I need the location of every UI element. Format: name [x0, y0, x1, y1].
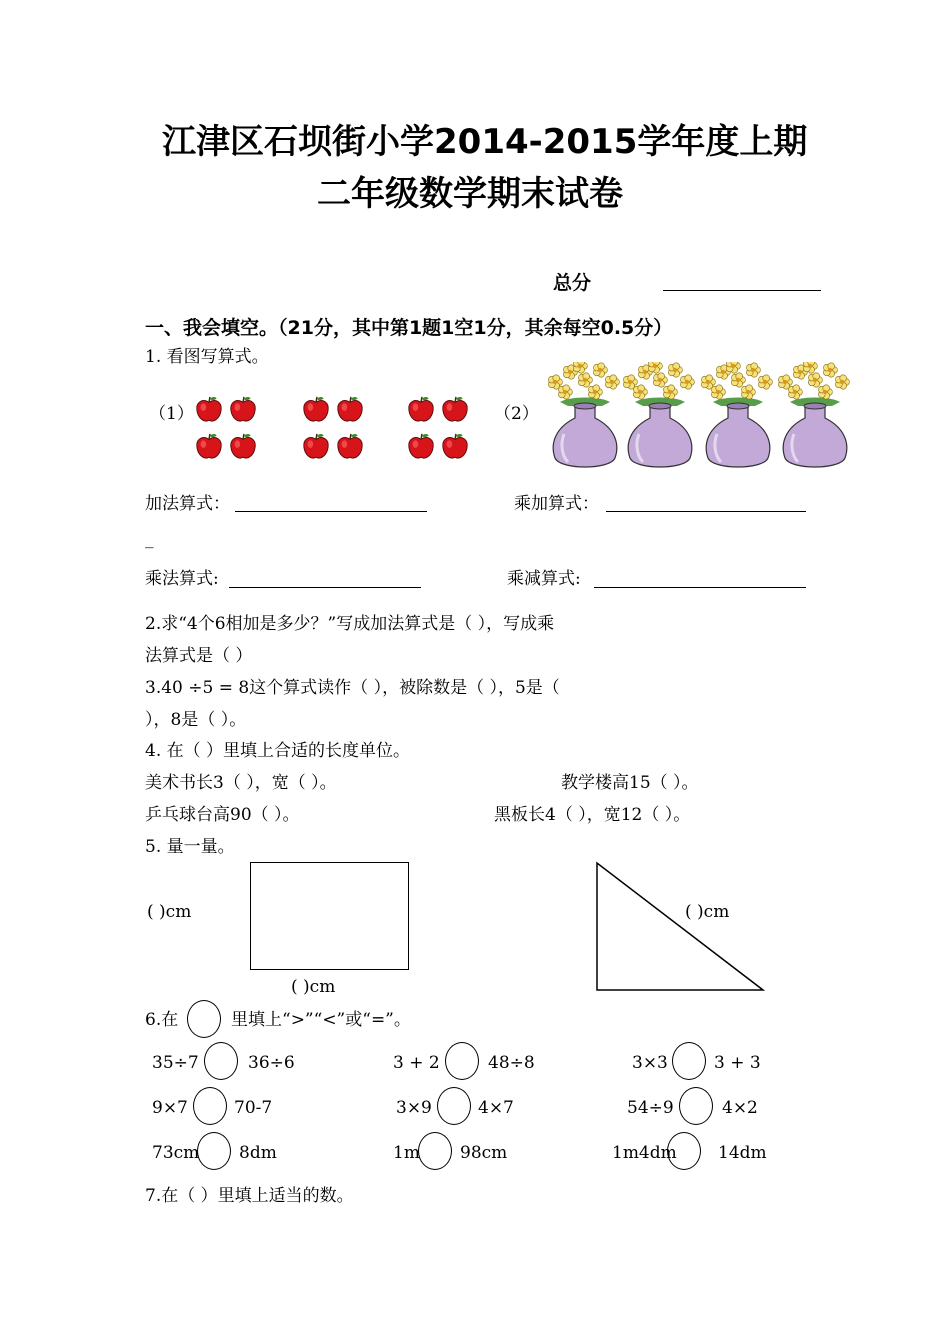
- compare-right: 14dm: [718, 1143, 767, 1163]
- compare-right: 36÷6: [248, 1053, 295, 1073]
- q6-label-pre: 6.在: [145, 1010, 179, 1030]
- compare-left: 73cm: [152, 1143, 200, 1163]
- title-line-1: 江津区石坝街小学2014-2015学年度上期: [162, 122, 808, 162]
- q3-line-2: ），8是（ ）。: [145, 710, 247, 730]
- compare-left: 3 + 2: [393, 1053, 440, 1073]
- section-1-heading: 一、我会填空。（21分，其中第1题1空1分，其余每空0.5分）: [145, 317, 673, 339]
- q1-part2-label: （2）: [494, 404, 539, 424]
- compare-left: 35÷7: [152, 1053, 199, 1073]
- compare-right: 48÷8: [488, 1053, 535, 1073]
- q1-mul-label: 乘法算式:: [145, 569, 219, 589]
- q2-line-2: 法算式是（ ）: [145, 646, 253, 666]
- apple-icon: [228, 395, 258, 423]
- q1-label: 1. 看图写算式。: [145, 347, 269, 367]
- compare-circle[interactable]: [418, 1132, 452, 1170]
- apple-icon: [440, 395, 470, 423]
- q4-label: 4. 在（ ）里填上合适的长度单位。: [145, 741, 411, 761]
- measure-triangle: [594, 860, 766, 994]
- compare-circle[interactable]: [667, 1132, 701, 1170]
- q4-item-2: 教学楼高15（ ）。: [561, 773, 699, 793]
- flower-vase-icon: [770, 362, 860, 474]
- compare-left: 9×7: [152, 1098, 188, 1118]
- compare-circle[interactable]: [197, 1132, 231, 1170]
- apple-icon: [440, 432, 470, 460]
- q1-mul-blank[interactable]: [229, 587, 421, 588]
- q5-rect-bottom-blank: ( )cm: [291, 977, 336, 997]
- q1-add-label: 加法算式：: [145, 494, 230, 514]
- q7-label: 7.在（ ）里填上适当的数。: [145, 1186, 354, 1206]
- q5-triangle-blank: ( )cm: [685, 902, 730, 922]
- apple-icon: [301, 395, 331, 423]
- apple-icon: [194, 432, 224, 460]
- q1-stray-dash: _: [145, 529, 154, 549]
- apple-icon: [406, 395, 436, 423]
- compare-circle[interactable]: [204, 1042, 238, 1080]
- compare-right: 98cm: [460, 1143, 508, 1163]
- measure-rectangle: [250, 862, 409, 970]
- q4-item-3: 乒乓球台高90（ ）。: [145, 805, 300, 825]
- q1-muladd-blank[interactable]: [606, 511, 806, 512]
- apple-icon: [228, 432, 258, 460]
- compare-circle[interactable]: [672, 1042, 706, 1080]
- compare-circle[interactable]: [193, 1087, 227, 1125]
- apple-icon: [335, 432, 365, 460]
- apple-icon: [301, 432, 331, 460]
- apple-icon: [335, 395, 365, 423]
- q4-item-4: 黑板长4（ ），宽12（ ）。: [494, 805, 691, 825]
- q1-mulsub-blank[interactable]: [594, 587, 806, 588]
- total-score-blank[interactable]: [663, 290, 821, 291]
- compare-circle[interactable]: [437, 1087, 471, 1125]
- compare-circle[interactable]: [679, 1087, 713, 1125]
- q2-line-1: 2.求“4个6相加是多少？”写成加法算式是（ ），写成乘: [145, 614, 555, 634]
- title-line-2: 二年级数学期末试卷: [317, 174, 623, 214]
- compare-right: 8dm: [239, 1143, 277, 1163]
- compare-right: 3 + 3: [714, 1053, 761, 1073]
- q3-line-1: 3.40 ÷5 = 8这个算式读作（ ），被除数是（ ），5是（: [145, 678, 560, 698]
- q5-label: 5. 量一量。: [145, 837, 235, 857]
- flower-vase-icon: [615, 362, 705, 474]
- compare-circle[interactable]: [445, 1042, 479, 1080]
- compare-left: 54÷9: [627, 1098, 674, 1118]
- compare-left: 1m: [393, 1143, 420, 1163]
- total-score-label: 总分: [553, 272, 592, 294]
- apple-icon: [194, 395, 224, 423]
- q4-item-1: 美术书长3（ ），宽（ ）。: [145, 773, 337, 793]
- compare-left: 3×3: [632, 1053, 668, 1073]
- compare-right: 4×2: [722, 1098, 758, 1118]
- compare-right: 4×7: [478, 1098, 514, 1118]
- apple-icon: [406, 432, 436, 460]
- compare-left: 3×9: [396, 1098, 432, 1118]
- q1-add-blank[interactable]: [235, 511, 427, 512]
- compare-right: 70-7: [234, 1098, 273, 1118]
- compare-left: 1m4dm: [612, 1143, 677, 1163]
- q6-sample-circle: [187, 1000, 221, 1038]
- q5-rect-side-blank: ( )cm: [147, 902, 192, 922]
- q1-part1-label: （1）: [149, 404, 194, 424]
- q1-muladd-label: 乘加算式：: [514, 494, 599, 514]
- q1-mulsub-label: 乘减算式:: [507, 569, 581, 589]
- q6-label-post: 里填上“>”“<”或“=”。: [231, 1010, 411, 1030]
